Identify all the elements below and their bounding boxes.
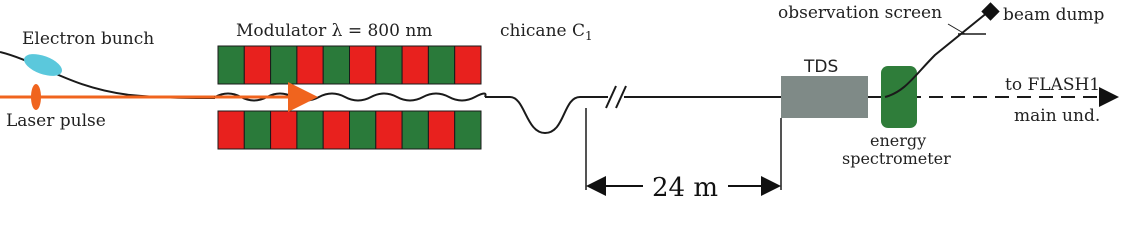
chicane-label: chicane $C_1$ <box>500 21 593 43</box>
top-magnet-block-5 <box>350 46 376 84</box>
bottom-magnet-block-5 <box>350 111 376 149</box>
modulator-bottom-row <box>218 111 481 149</box>
energy-label: energy <box>870 131 927 150</box>
electron-bunch-label: Electron bunch <box>22 29 155 49</box>
tds-label: TDS <box>804 57 839 77</box>
bottom-magnet-block-0 <box>218 111 244 149</box>
beam-dump <box>981 2 999 20</box>
bottom-magnet-block-8 <box>428 111 454 149</box>
laser-pulse <box>31 84 41 110</box>
top-magnet-block-7 <box>402 46 428 84</box>
bottom-magnet-block-9 <box>455 111 481 149</box>
spectrometer-label: spectrometer <box>842 149 951 168</box>
bottom-magnet-block-3 <box>297 111 323 149</box>
observation-screen-label: observation screen <box>778 3 943 23</box>
top-magnet-block-0 <box>218 46 244 84</box>
laser-pulse-label: Laser pulse <box>6 111 106 131</box>
beam-dump-label: beam dump <box>1003 5 1105 25</box>
top-magnet-block-4 <box>323 46 349 84</box>
top-magnet-block-8 <box>428 46 454 84</box>
bottom-magnet-block-4 <box>323 111 349 149</box>
top-magnet-block-2 <box>271 46 297 84</box>
to-flash1-label: to FLASH1 <box>1005 75 1101 95</box>
bottom-magnet-block-6 <box>376 111 402 149</box>
tds-box <box>781 76 868 118</box>
modulator-top-row <box>218 46 481 84</box>
top-magnet-block-1 <box>244 46 270 84</box>
bottom-magnet-block-1 <box>244 111 270 149</box>
top-magnet-block-6 <box>376 46 402 84</box>
main-undulator-label: main und. <box>1014 106 1101 126</box>
top-magnet-block-9 <box>455 46 481 84</box>
bottom-magnet-block-2 <box>271 111 297 149</box>
distance-label: 24 m <box>652 173 719 201</box>
bottom-magnet-block-7 <box>402 111 428 149</box>
observation-screen-pointer <box>948 24 965 34</box>
chicane-path <box>485 97 608 133</box>
modulator-label: Modulator λ = 800 nm <box>236 21 433 41</box>
top-magnet-block-3 <box>297 46 323 84</box>
